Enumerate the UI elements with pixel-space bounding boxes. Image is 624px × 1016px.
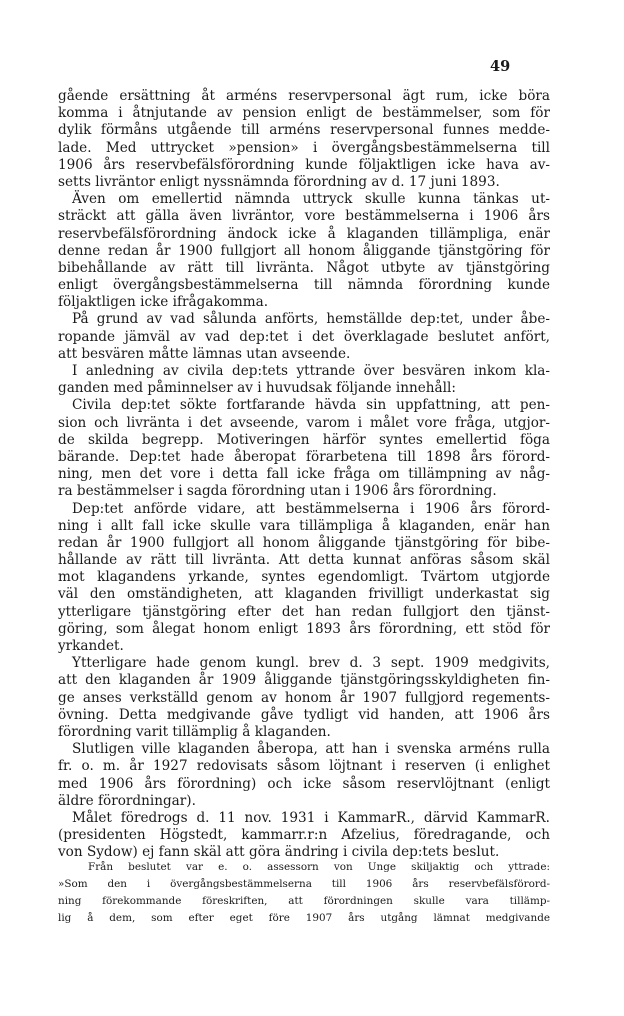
page-number: 49 bbox=[490, 58, 511, 75]
text-line: Även om emellertid nämnda uttryck skulle kunna tänkas ut- bbox=[72, 191, 550, 208]
text-line: I anledning av civila dep:tets yttrande över besvären inkom kla- bbox=[72, 363, 550, 379]
text-line: På grund av vad sålunda anförts, hemställde dep:tet, under åbe- bbox=[72, 311, 550, 328]
text-line: redan år 1900 fullgjort all honom åliggande tjänstgöring för bibe- bbox=[58, 534, 550, 551]
text-line: förordning varit tillämplig å klaganden. bbox=[58, 723, 331, 740]
text-line: de skilda begrepp. Motiveringen härför syntes emellertid föga bbox=[58, 431, 550, 448]
text-line: Ytterligare hade genom kungl. brev d. 3 sept. 1909 medgivits, bbox=[72, 655, 550, 672]
text-line: yrkandet. bbox=[58, 638, 124, 654]
text-line: fr. o. m. år 1927 redovisats såsom löjtnant i reserven (i enlighet bbox=[58, 758, 550, 775]
text-line: att den klaganden år 1909 åliggande tjänstgöringsskyldigheten fin- bbox=[58, 672, 550, 689]
text-line: väl den omständigheten, att klaganden frivilligt underkastat sig bbox=[58, 586, 550, 603]
text-line: mot klagandens yrkande, syntes egendomligt. Tvärtom utgjorde bbox=[58, 569, 550, 586]
text-line: hållande av rätt till livränta. Att detta kunnat anföras såsom skäl bbox=[58, 552, 550, 569]
text-line: äldre förordningar). bbox=[58, 792, 196, 809]
text-line: von Sydow) ej fann skäl att göra ändring i civila dep:tets beslut. bbox=[58, 844, 500, 861]
text-line: göring, som ålegat honom enligt 1893 års förordning, ett stöd för bbox=[58, 620, 550, 637]
text-line: Från beslutet var e. o. assessorn von Unge skiljaktig och yttrade: bbox=[88, 861, 550, 873]
text-line: Civila dep:tet sökte fortfarande hävda sin uppfattning, att pen- bbox=[72, 397, 550, 414]
text-line: gående ersättning åt arméns reservpersonal ägt rum, icke böra bbox=[58, 88, 550, 104]
text-line: ning i allt fall icke skulle vara tillämpliga å klaganden, enär han bbox=[58, 517, 550, 534]
text-line: sträckt att gälla även livräntor, vore bestämmelserna i 1906 års bbox=[58, 208, 550, 225]
text-line: bärande. Dep:tet hade åberopat förarbetena till 1898 års förord- bbox=[58, 448, 550, 465]
text-line: att besvären måtte lämnas utan avseende. bbox=[58, 345, 351, 362]
text-line: bibehållande av rätt till livränta. Något utbyte av tjänstgöring bbox=[58, 259, 550, 276]
text-line: ra bestämmelser i sagda förordning utan i 1906 års förordning. bbox=[58, 483, 497, 500]
text-line: Dep:tet anförde vidare, att bestämmelserna i 1906 års förord- bbox=[72, 500, 550, 517]
text-line: Målet föredrogs d. 11 nov. 1931 i KammarR., därvid KammarR. bbox=[72, 809, 550, 826]
text-line: Slutligen ville klaganden åberopa, att han i svenska arméns rulla bbox=[72, 741, 550, 758]
text-line: denne redan år 1900 fullgjort all honom åliggande tjänstgöring för bbox=[58, 242, 550, 259]
text-line: lig å dem, som efter eget före 1907 års utgång lämnat medgivande bbox=[58, 912, 550, 924]
text-line: följaktligen icke ifrågakomma. bbox=[58, 294, 269, 311]
text-line: ytterligare tjänstgöring efter det han redan fullgjort den tjänst- bbox=[58, 603, 550, 620]
text-line: komma i åtnjutande av pension enligt de bestämmelser, som för bbox=[58, 105, 550, 122]
text-line: ropande jämväl av vad dep:tet i det överklagade beslutet anfört, bbox=[58, 328, 550, 345]
text-line: dylik förmåns utgående till arméns reservpersonal funnes medde- bbox=[58, 122, 550, 139]
text-line: »Som den i övergångsbestämmelserna till 1906 års reservbefälsförord- bbox=[58, 878, 550, 890]
text-line: med 1906 års förordning) och icke såsom reservlöjtnant (enligt bbox=[58, 775, 550, 792]
text-line: övning. Detta medgivande gåve tydligt vid handen, att 1906 års bbox=[58, 706, 550, 723]
text-line: reservbefälsförordning ändock icke å klaganden tillämpliga, enär bbox=[58, 225, 550, 242]
text-line: ganden med påminnelser av i huvudsak följande innehåll: bbox=[58, 380, 456, 397]
body-text bbox=[58, 88, 550, 861]
dissent-note bbox=[58, 859, 550, 927]
text-line: ning förekommande föreskriften, att förordningen skulle vara tillämp- bbox=[58, 895, 550, 907]
text-line: ge anses verkställd genom av honom år 1907 fullgjord regements- bbox=[58, 689, 550, 706]
text-line: lade. Med uttrycket »pension» i övergångsbestämmelserna till bbox=[58, 139, 550, 156]
text-line: sion och livränta i det avseende, varom i målet vore fråga, utgjor- bbox=[58, 414, 550, 431]
text-line: setts livräntor enligt nyssnämnda förordning av d. 17 juni 1893. bbox=[58, 173, 500, 190]
text-line: ning, men det vore i detta fall icke fråga om tillämpning av någ- bbox=[58, 466, 550, 483]
text-line: enligt övergångsbestämmelserna till nämnda förordning kunde bbox=[58, 277, 550, 294]
text-line: 1906 års reservbefälsförordning kunde följaktligen icke hava av- bbox=[58, 156, 550, 173]
text-line: (presidenten Högstedt, kammarr.r:n Afzelius, föredragande, och bbox=[58, 827, 550, 844]
